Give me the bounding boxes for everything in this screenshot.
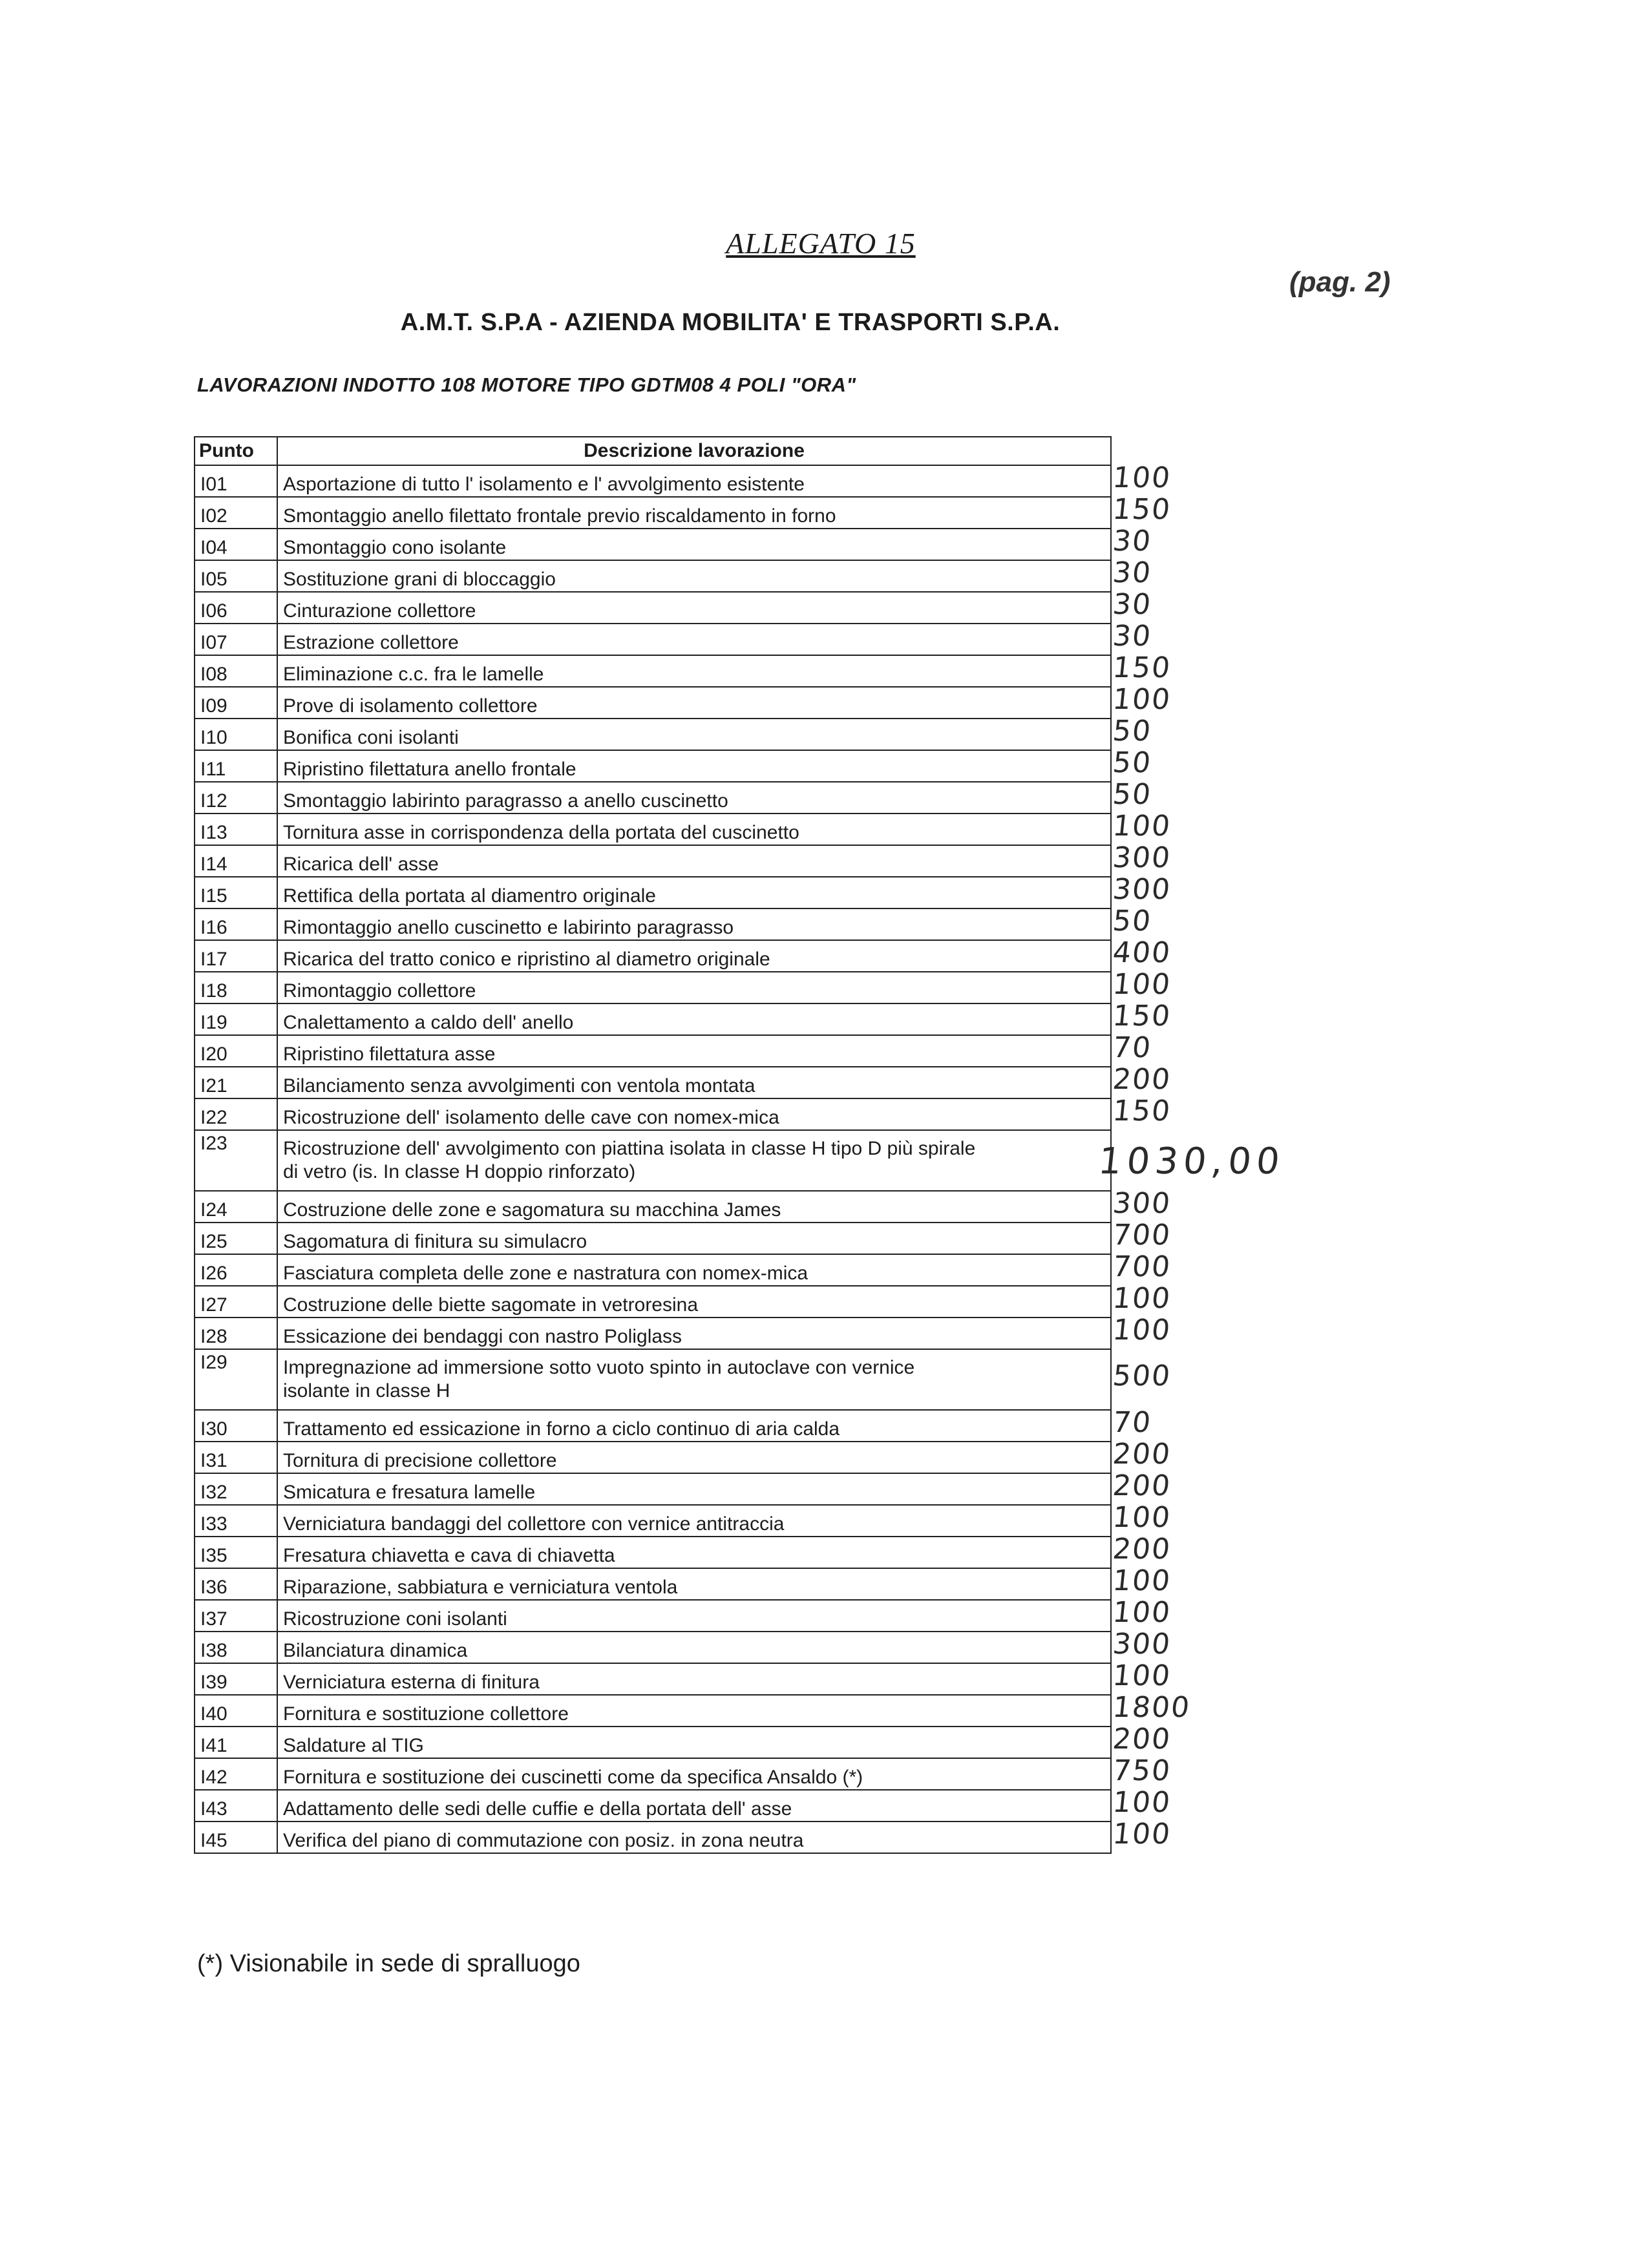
- works-table: [194, 436, 1112, 1854]
- row-description: Adattamento delle sedi delle cuffie e della portata dell' asse: [277, 1790, 1111, 1822]
- row-code: I37: [195, 1600, 277, 1632]
- table-row: [195, 1695, 1111, 1727]
- table-row: [195, 1822, 1111, 1853]
- row-description: Sagomatura di finitura su simulacro: [277, 1223, 1111, 1254]
- table-row: [195, 497, 1111, 529]
- row-code: I16: [195, 908, 277, 940]
- row-description: Costruzione delle zone e sagomatura su macchina James: [277, 1191, 1111, 1223]
- row-description: Ricarica dell' asse: [277, 845, 1111, 877]
- row-code: I18: [195, 972, 277, 1003]
- row-code: I12: [195, 782, 277, 814]
- row-description: Fresatura chiavetta e cava di chiavetta: [277, 1537, 1111, 1568]
- company-name: A.M.T. S.P.A - AZIENDA MOBILITA' E TRASPORTI S.P.A.: [400, 309, 1061, 336]
- table-row: [195, 655, 1111, 687]
- row-description: Verifica del piano di commutazione con posiz. in zona neutra: [277, 1822, 1111, 1853]
- handwritten-price: 100: [1111, 682, 1173, 716]
- table-row: [195, 687, 1111, 719]
- table-row: [195, 624, 1111, 655]
- row-description: Tornitura di precisione collettore: [277, 1442, 1111, 1473]
- handwritten-price: 50: [1111, 777, 1154, 811]
- table-row: [195, 465, 1111, 497]
- row-description-line: Ricostruzione dell' avvolgimento con piattina isolata in classe H tipo D più spirale: [283, 1138, 976, 1159]
- row-description: Bonifica coni isolanti: [277, 719, 1111, 750]
- column-header-descrizione: Descrizione lavorazione: [277, 437, 1111, 465]
- handwritten-price: 70: [1111, 1405, 1154, 1439]
- table-row: [195, 1254, 1111, 1286]
- handwritten-price: 100: [1111, 1817, 1173, 1851]
- table-row: [195, 845, 1111, 877]
- table-row: [195, 1537, 1111, 1568]
- row-description: Estrazione collettore: [277, 624, 1111, 655]
- row-description: Ricostruzione coni isolanti: [277, 1600, 1111, 1632]
- row-code: I08: [195, 655, 277, 687]
- row-description: Asportazione di tutto l' isolamento e l' avvolgimento esistente: [277, 465, 1111, 497]
- handwritten-price: 30: [1111, 587, 1154, 621]
- row-code: I36: [195, 1568, 277, 1600]
- row-code: I42: [195, 1758, 277, 1790]
- row-description: Ripristino filettatura anello frontale: [277, 750, 1111, 782]
- row-code: I20: [195, 1035, 277, 1067]
- page-number: (pag. 2): [1289, 266, 1391, 298]
- row-description: Fornitura e sostituzione collettore: [277, 1695, 1111, 1727]
- table-row: [195, 1758, 1111, 1790]
- row-code: I11: [195, 750, 277, 782]
- handwritten-price: 70: [1111, 1031, 1154, 1064]
- handwritten-price: 100: [1111, 967, 1173, 1001]
- row-description: Verniciatura bandaggi del collettore con vernice antitraccia: [277, 1505, 1111, 1537]
- table-row: [195, 814, 1111, 845]
- table-row: [195, 1727, 1111, 1758]
- handwritten-price: 200: [1111, 1062, 1173, 1096]
- row-description: Saldature al TIG: [277, 1727, 1111, 1758]
- row-code: I02: [195, 497, 277, 529]
- row-description: Rimontaggio collettore: [277, 972, 1111, 1003]
- row-description: Ricostruzione dell' isolamento delle cave con nomex-mica: [277, 1098, 1111, 1130]
- table-row: [195, 1191, 1111, 1223]
- table-row: [195, 1410, 1111, 1442]
- row-code: I32: [195, 1473, 277, 1505]
- row-code: I09: [195, 687, 277, 719]
- handwritten-price: 100: [1111, 1281, 1173, 1315]
- row-code: I13: [195, 814, 277, 845]
- row-description: [277, 1349, 1111, 1410]
- handwritten-price: 1030,00: [1096, 1140, 1287, 1182]
- handwritten-price: 50: [1111, 746, 1154, 779]
- handwritten-price: 100: [1111, 1595, 1173, 1629]
- handwritten-price: 200: [1111, 1722, 1173, 1756]
- table-row: [195, 1473, 1111, 1505]
- table-row: [195, 592, 1111, 624]
- table-row: [195, 1442, 1111, 1473]
- row-description: Ripristino filettatura asse: [277, 1035, 1111, 1067]
- row-description: Prove di isolamento collettore: [277, 687, 1111, 719]
- row-code: I39: [195, 1663, 277, 1695]
- table-row: [195, 1790, 1111, 1822]
- handwritten-price: 300: [1111, 1627, 1173, 1661]
- document-subtitle: LAVORAZIONI INDOTTO 108 MOTORE TIPO GDTM08 4 POLI "ORA": [197, 373, 856, 396]
- row-code: I06: [195, 592, 277, 624]
- table-row: [195, 908, 1111, 940]
- table-row: [195, 972, 1111, 1003]
- handwritten-price: 500: [1111, 1360, 1173, 1392]
- handwritten-price: 150: [1111, 999, 1173, 1033]
- table-row: [195, 1663, 1111, 1695]
- row-code: I40: [195, 1695, 277, 1727]
- row-description: Smontaggio labirinto paragrasso a anello cuscinetto: [277, 782, 1111, 814]
- row-description: Trattamento ed essicazione in forno a ciclo continuo di aria calda: [277, 1410, 1111, 1442]
- row-code: I19: [195, 1003, 277, 1035]
- row-code: I23: [195, 1130, 277, 1191]
- table-row: [195, 560, 1111, 592]
- table-row: [195, 1130, 1111, 1191]
- row-description: Cinturazione collettore: [277, 592, 1111, 624]
- row-code: I35: [195, 1537, 277, 1568]
- table-row: [195, 750, 1111, 782]
- table-row: [195, 940, 1111, 972]
- row-description: Smontaggio cono isolante: [277, 529, 1111, 560]
- row-code: I31: [195, 1442, 277, 1473]
- row-description: Fasciatura completa delle zone e nastratura con nomex-mica: [277, 1254, 1111, 1286]
- handwritten-price: 30: [1111, 556, 1154, 589]
- row-description: Rettifica della portata al diamentro originale: [277, 877, 1111, 908]
- row-code: I28: [195, 1318, 277, 1349]
- handwritten-price: 100: [1111, 1564, 1173, 1597]
- table-row: [195, 1349, 1111, 1410]
- handwritten-price: 150: [1111, 651, 1173, 684]
- table-row: [195, 1035, 1111, 1067]
- table-row: [195, 1098, 1111, 1130]
- row-description-line: isolante in classe H: [283, 1380, 450, 1402]
- row-description: Rimontaggio anello cuscinetto e labirinto paragrasso: [277, 908, 1111, 940]
- handwritten-price: 700: [1111, 1218, 1173, 1252]
- column-header-punto: Punto: [195, 437, 277, 465]
- row-description: Tornitura asse in corrispondenza della portata del cuscinetto: [277, 814, 1111, 845]
- table-row: [195, 719, 1111, 750]
- row-code: I04: [195, 529, 277, 560]
- row-description: Essicazione dei bendaggi con nastro Poliglass: [277, 1318, 1111, 1349]
- table-row: [195, 1067, 1111, 1098]
- table-row: [195, 782, 1111, 814]
- row-code: I27: [195, 1286, 277, 1318]
- row-code: I01: [195, 465, 277, 497]
- row-code: I30: [195, 1410, 277, 1442]
- handwritten-price: 200: [1111, 1437, 1173, 1471]
- row-code: I21: [195, 1067, 277, 1098]
- table-row: [195, 529, 1111, 560]
- table-row: [195, 1505, 1111, 1537]
- row-description: Eliminazione c.c. fra le lamelle: [277, 655, 1111, 687]
- row-code: I25: [195, 1223, 277, 1254]
- row-description: Fornitura e sostituzione dei cuscinetti come da specifica Ansaldo (*): [277, 1758, 1111, 1790]
- handwritten-price: 750: [1111, 1754, 1173, 1787]
- row-description: Smontaggio anello filettato frontale previo riscaldamento in forno: [277, 497, 1111, 529]
- handwritten-price: 300: [1111, 872, 1173, 906]
- footnote: (*) Visionabile in sede di spralluogo: [197, 1950, 580, 1977]
- row-description: Sostituzione grani di bloccaggio: [277, 560, 1111, 592]
- row-code: I07: [195, 624, 277, 655]
- table-row: [195, 1568, 1111, 1600]
- table-row: [195, 1632, 1111, 1663]
- handwritten-price: 150: [1111, 1094, 1173, 1128]
- row-code: I05: [195, 560, 277, 592]
- handwritten-price: 100: [1111, 1785, 1173, 1819]
- row-code: I33: [195, 1505, 277, 1537]
- handwritten-price: 150: [1111, 492, 1173, 526]
- row-code: I14: [195, 845, 277, 877]
- row-code: I22: [195, 1098, 277, 1130]
- handwritten-price: 100: [1111, 461, 1173, 494]
- row-code: I45: [195, 1822, 277, 1853]
- handwritten-price: 100: [1111, 1659, 1173, 1692]
- handwritten-price: 30: [1111, 619, 1154, 653]
- row-description-line: di vetro (is. In classe H doppio rinforzato): [283, 1161, 636, 1182]
- handwritten-price: 400: [1111, 936, 1173, 969]
- handwritten-price: 200: [1111, 1469, 1173, 1502]
- row-description: Smicatura e fresatura lamelle: [277, 1473, 1111, 1505]
- row-code: I38: [195, 1632, 277, 1663]
- row-description: Costruzione delle biette sagomate in vetroresina: [277, 1286, 1111, 1318]
- handwritten-price: 50: [1111, 714, 1154, 748]
- row-description: Ricarica del tratto conico e ripristino al diametro originale: [277, 940, 1111, 972]
- row-code: I15: [195, 877, 277, 908]
- handwritten-price: 100: [1111, 1500, 1173, 1534]
- table-row: [195, 1003, 1111, 1035]
- table-row: [195, 1286, 1111, 1318]
- handwritten-price: 50: [1111, 904, 1154, 938]
- handwritten-price: 700: [1111, 1250, 1173, 1283]
- row-description: Verniciatura esterna di finitura: [277, 1663, 1111, 1695]
- row-code: I10: [195, 719, 277, 750]
- handwritten-price: 200: [1111, 1532, 1173, 1566]
- row-code: I17: [195, 940, 277, 972]
- row-code: I29: [195, 1349, 277, 1410]
- row-code: I41: [195, 1727, 277, 1758]
- row-description: Bilanciamento senza avvolgimenti con ventola montata: [277, 1067, 1111, 1098]
- row-code: I43: [195, 1790, 277, 1822]
- table-row: [195, 877, 1111, 908]
- handwritten-price: 100: [1111, 809, 1173, 843]
- row-description: [277, 1130, 1111, 1191]
- attachment-title: ALLEGATO 15: [726, 227, 916, 260]
- handwritten-price: 30: [1111, 524, 1154, 558]
- handwritten-price: 300: [1111, 1186, 1173, 1220]
- row-code: I26: [195, 1254, 277, 1286]
- row-description: Riparazione, sabbiatura e verniciatura ventola: [277, 1568, 1111, 1600]
- handwritten-price: 1800: [1111, 1690, 1192, 1724]
- row-description: Cnalettamento a caldo dell' anello: [277, 1003, 1111, 1035]
- row-description-line: Impregnazione ad immersione sotto vuoto spinto in autoclave con vernice: [283, 1357, 915, 1378]
- handwritten-price: 100: [1111, 1313, 1173, 1347]
- row-code: I24: [195, 1191, 277, 1223]
- table-row: [195, 1223, 1111, 1254]
- handwritten-price: 300: [1111, 841, 1173, 874]
- table-row: [195, 1318, 1111, 1349]
- table-row: [195, 1600, 1111, 1632]
- row-description: Bilanciatura dinamica: [277, 1632, 1111, 1663]
- table-header-row: [195, 437, 1111, 465]
